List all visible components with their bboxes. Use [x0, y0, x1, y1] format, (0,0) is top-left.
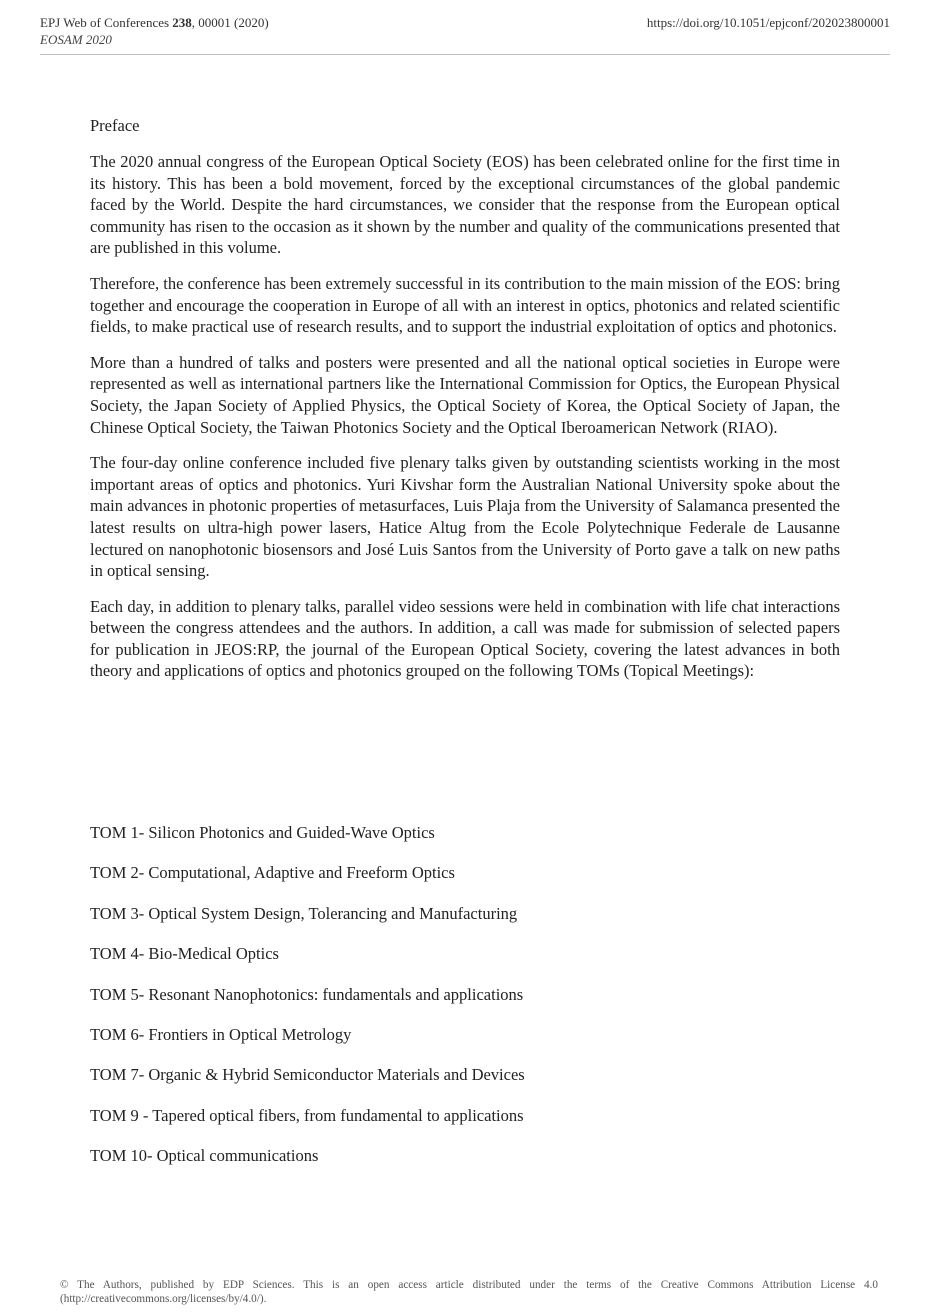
paragraph: The 2020 annual congress of the European Optical Society (EOS) has been celebrated online for the first time in its history. This has been a bold movement, forced by the exceptional circumstances of the global pandemic faced by the World. Despite the hard circumstances, we consider that the response from the European optical community has risen to the occasion as it shown by the number and quality of the communications presented that are published in this volume. — [90, 152, 840, 258]
conference-name: EOSAM 2020 — [40, 32, 112, 47]
tom-item: TOM 9 - Tapered optical fibers, from fundamental to applications — [90, 1105, 524, 1125]
tom-item: TOM 6- Frontiers in Optical Metrology — [90, 1024, 352, 1044]
tom-item: TOM 5- Resonant Nanophotonics: fundamentals and applications — [90, 984, 524, 1004]
tom-item: TOM 7- Organic & Hybrid Semiconductor Materials and Devices — [90, 1065, 525, 1085]
page-header — [40, 14, 890, 55]
tom-item: TOM 3- Optical System Design, Tolerancing and Manufacturing — [90, 903, 518, 923]
doi-link[interactable]: https://doi.org/10.1051/epjconf/202023800001 — [646, 15, 890, 30]
article-info: , 00001 (2020) — [191, 15, 269, 30]
paragraph: Each day, in addition to plenary talks, parallel video sessions were held in combination with life chat interactions between the congress attendees and the authors. In addition, a call was made for submission of selected papers for publication in JEOS:RP, the journal of the European Optical Society, covering the latest advances in both theory and applications of optics and photonics grouped on the following TOMs (Topical Meetings): — [90, 596, 840, 681]
license-footer: © The Authors, published by EDP Sciences. This is an open access article distributed under the terms of the Creative Commons Attribution License 4.0 (http://creativecommons.org/licenses/by/4.0/). — [60, 1279, 878, 1305]
journal-volume: 238 — [172, 15, 192, 30]
tom-item: TOM 1- Silicon Photonics and Guided-Wave Optics — [90, 823, 435, 842]
journal-citation — [40, 14, 269, 31]
paragraph: More than a hundred of talks and posters were presented and all the national optical societies in Europe were represented as well as international partners like the International Commission for Optics, the European Physical Society, the Japan Society of Applied Physics, the Optical Society of Korea, the Optical Society of Japan, the Chinese Optical Society, the Taiwan Photonics Society and the Optical Iberoamerican Network (RIAO). — [90, 352, 840, 437]
preface-title: Preface — [90, 116, 140, 135]
tom-list — [90, 822, 840, 1186]
tom-item: TOM 4- Bio-Medical Optics — [90, 944, 279, 964]
paragraph: Therefore, the conference has been extremely successful in its contribution to the main mission of the EOS: bring together and encourage the cooperation in Europe of all with an interest in optics, photonics and related scientific fields, to make practical use of research results, and to support the industrial exploitation of optics and photonics. — [90, 273, 840, 337]
tom-item: TOM 2- Computational, Adaptive and Freeform Optics — [90, 863, 455, 883]
header-journal-info — [40, 14, 269, 48]
main-content — [90, 115, 840, 696]
paragraph: The four-day online conference included five plenary talks given by outstanding scientists working in the most important areas of optics and photonics. Yuri Kivshar form the Australian National University spoke about the main advances in photonic properties of metasurfaces, Luis Plaja from the University of Salamanca presented the latest results on ultra-high power lasers, Hatice Altug from the Ecole Polytechnique Federale de Lausanne lectured on nanophotonic biosensors and José Luis Santos from the University of Porto gave a talk on new paths in optical sensing. — [90, 453, 840, 581]
tom-item: TOM 10- Optical communications — [90, 1146, 319, 1166]
journal-name: EPJ Web of Conferences — [40, 15, 173, 30]
